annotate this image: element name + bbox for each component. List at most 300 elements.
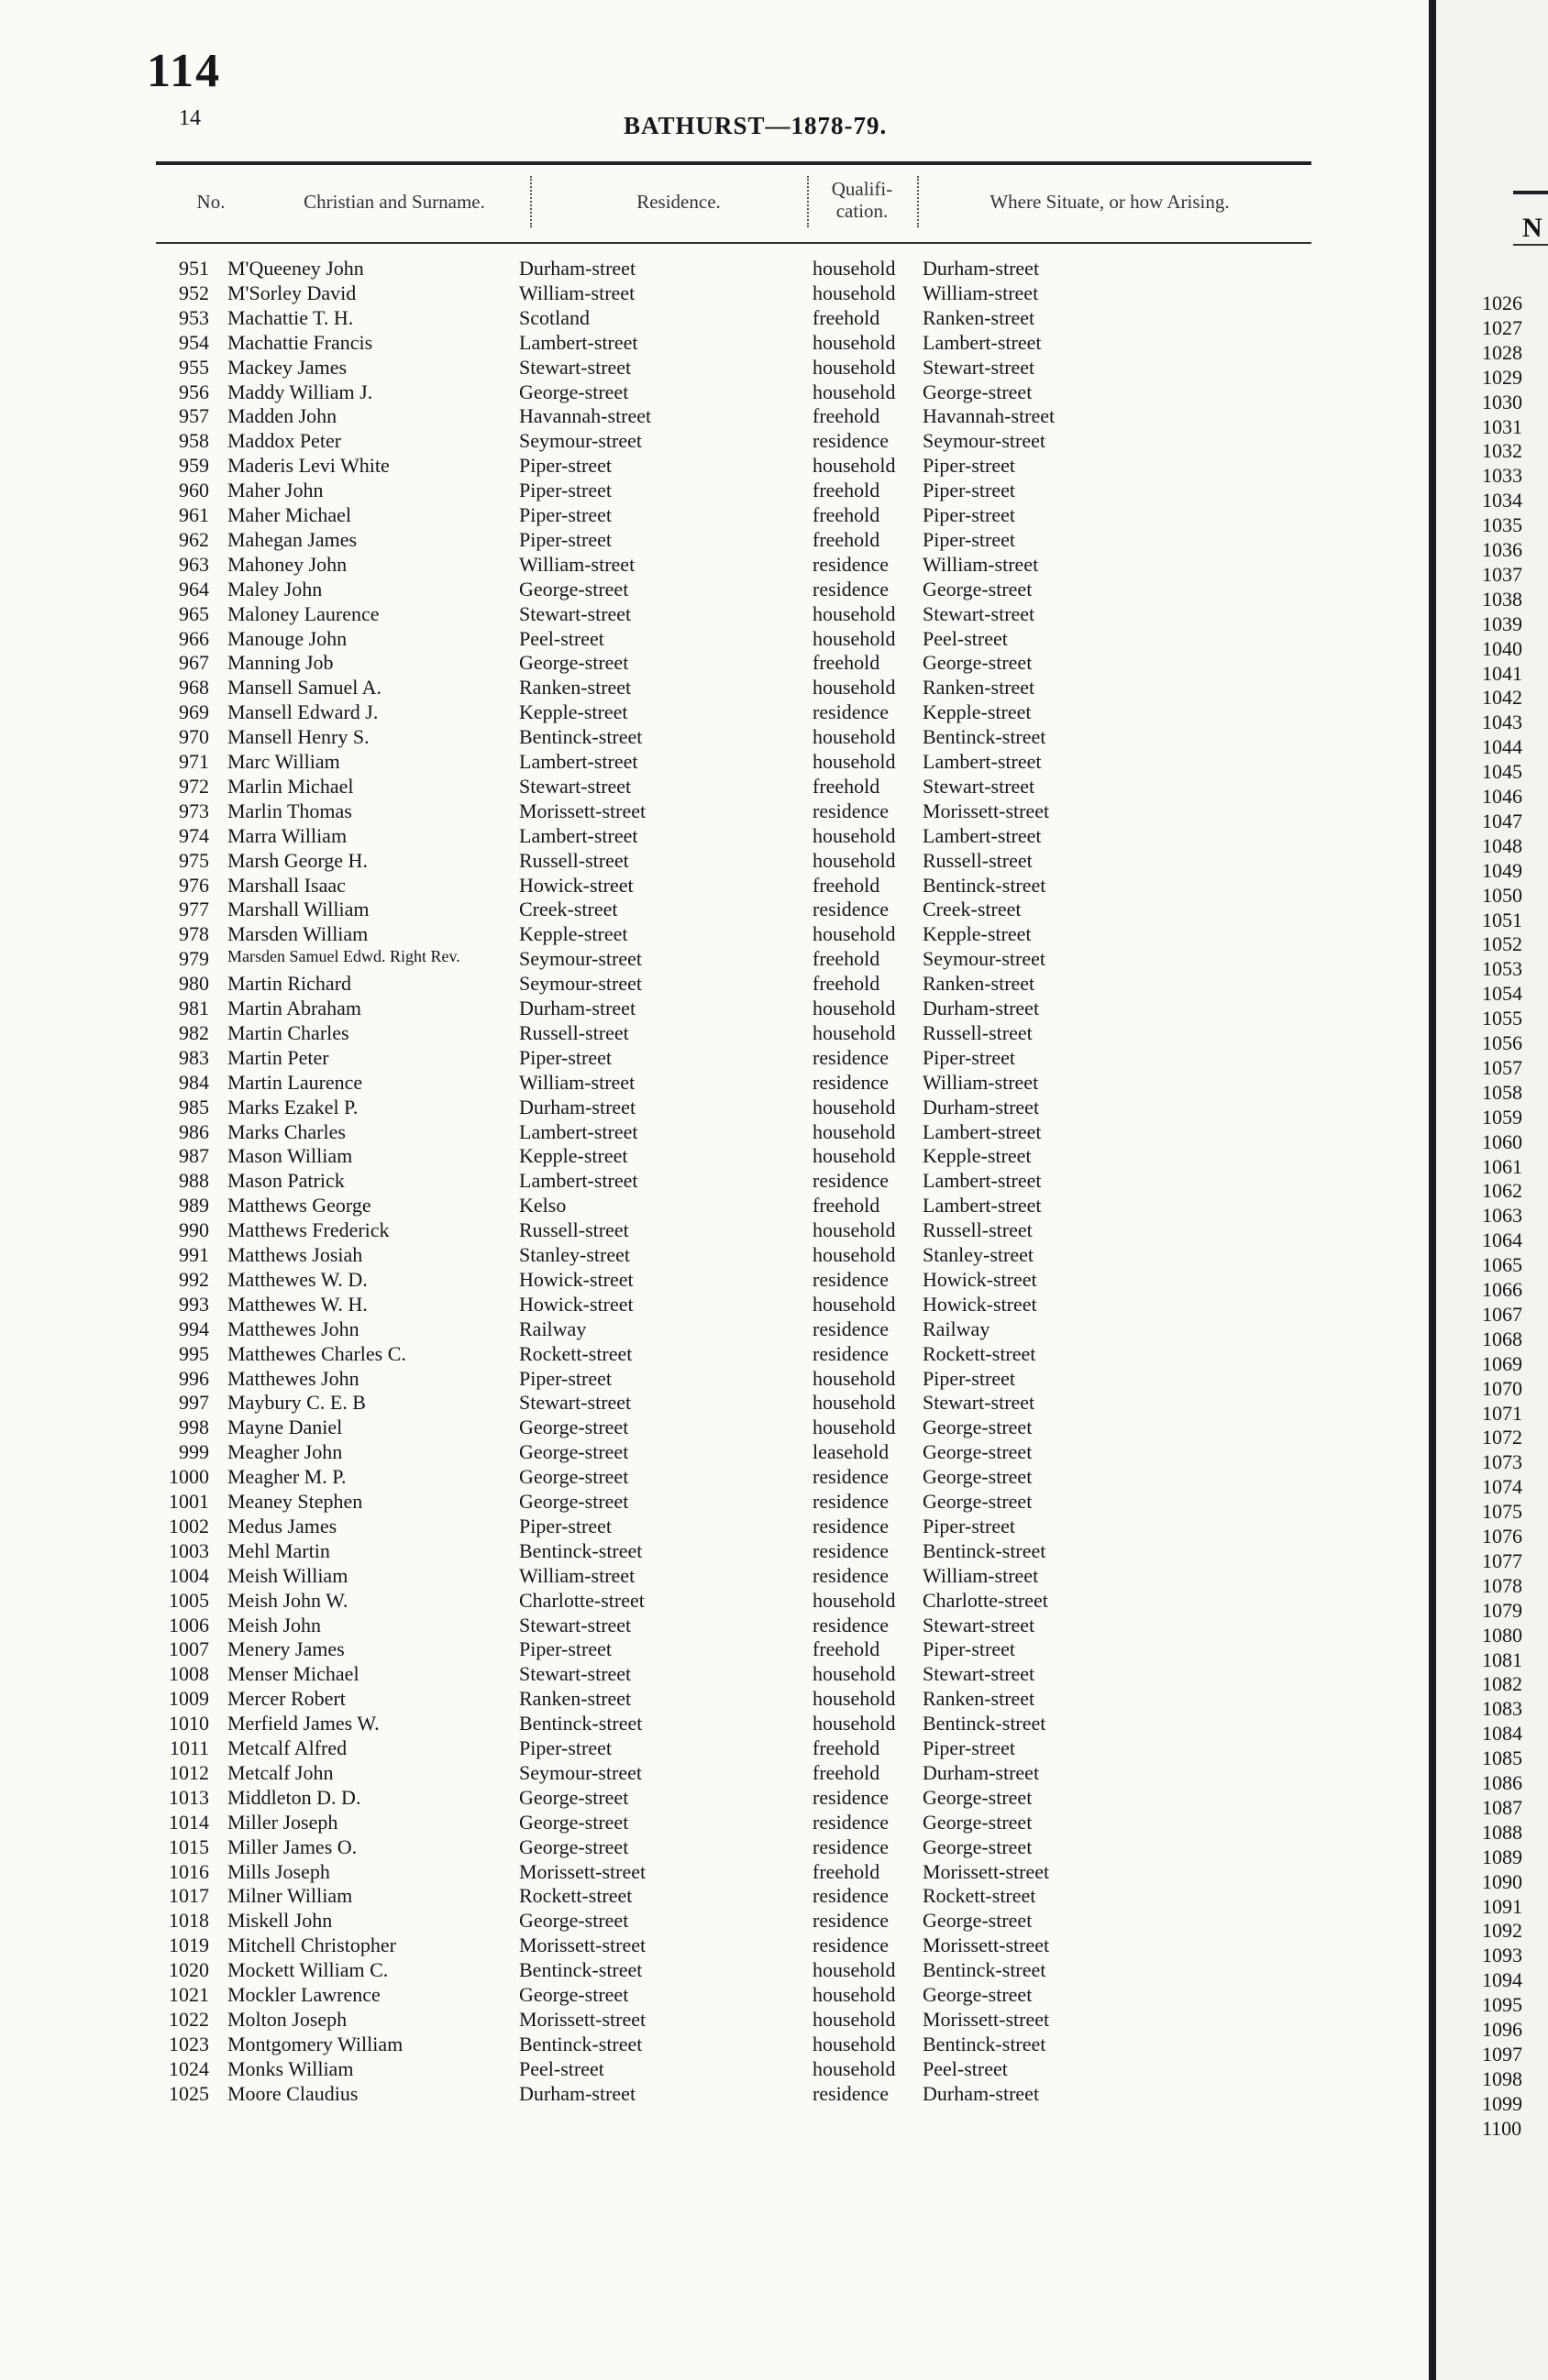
table-row	[0, 1342, 1429, 1367]
situation-cell: George-street	[923, 1465, 1033, 1489]
table-row	[0, 750, 1429, 775]
facing-header-rule-bottom	[1513, 244, 1548, 246]
situation-cell: George-street	[923, 1416, 1033, 1439]
facing-entry-number: 1040	[1482, 636, 1522, 660]
qualification-cell: household	[813, 1391, 896, 1415]
table-row	[0, 1440, 1429, 1465]
table-row	[0, 1637, 1429, 1662]
residence-cell: Seymour-street	[519, 947, 642, 971]
entry-number: 959	[179, 454, 209, 478]
elector-name: Martin Laurence	[227, 1070, 363, 1094]
elector-name: Matthews George	[227, 1194, 371, 1218]
table-row	[0, 1835, 1429, 1860]
residence-cell: Morissett-street	[519, 1934, 647, 1957]
qualification-cell: residence	[813, 552, 890, 576]
residence-cell: George-street	[519, 1416, 629, 1439]
situation-cell: Railway	[923, 1317, 990, 1340]
facing-entry-number: 1093	[1482, 1944, 1522, 1967]
situation-cell: Ranken-street	[923, 972, 1035, 996]
residence-cell: Piper-street	[519, 1366, 612, 1390]
table-row	[0, 1687, 1429, 1712]
facing-entry-number: 1036	[1482, 538, 1522, 561]
situation-cell: Rockett-street	[923, 1884, 1036, 1908]
facing-entry-number: 1059	[1482, 1105, 1522, 1129]
residence-cell: Bentinck-street	[519, 1958, 643, 1982]
facing-entry-number: 1092	[1482, 1919, 1522, 1943]
qualification-cell: freehold	[813, 1736, 880, 1759]
entry-number: 1010	[169, 1712, 209, 1735]
elector-name: Marks Charles	[227, 1119, 346, 1143]
situation-cell: Howick-street	[923, 1267, 1037, 1291]
elector-name: Manouge John	[227, 626, 348, 650]
residence-cell: Lambert-street	[519, 1119, 638, 1143]
table-row	[0, 578, 1429, 602]
residence-cell: Stewart-street	[519, 601, 632, 625]
qualification-cell: household	[813, 1416, 896, 1439]
situation-cell: Stewart-street	[923, 601, 1035, 625]
facing-entry-number: 1034	[1482, 489, 1522, 512]
entry-number: 966	[179, 626, 209, 650]
situation-cell: Lambert-street	[923, 1119, 1042, 1143]
elector-name: Matthewes Charles C.	[227, 1341, 406, 1365]
entry-number: 976	[179, 873, 209, 897]
facing-entry-number: 1056	[1482, 1031, 1522, 1054]
table-row	[0, 306, 1429, 331]
residence-cell: Morissett-street	[519, 1859, 647, 1883]
residence-cell: Rockett-street	[519, 1884, 633, 1908]
elector-name: Marsden William	[227, 922, 369, 946]
facing-entry-number: 1063	[1482, 1204, 1522, 1228]
table-row	[0, 775, 1429, 799]
qualification-cell: residence	[813, 1514, 890, 1537]
facing-entry-number: 1095	[1482, 1993, 1522, 2017]
elector-name: Metcalf John	[227, 1760, 334, 1784]
qualification-cell: residence	[813, 1785, 890, 1809]
qualification-cell: household	[813, 601, 896, 625]
table-row	[0, 1860, 1429, 1885]
residence-cell: Piper-street	[519, 1514, 612, 1537]
table-row	[0, 1564, 1429, 1589]
entry-number: 990	[179, 1218, 209, 1242]
elector-name: Meish William	[227, 1563, 348, 1587]
elector-name: Machattie Francis	[227, 330, 373, 354]
facing-entry-number: 1075	[1482, 1500, 1522, 1524]
elector-name: Martin Abraham	[227, 997, 362, 1019]
qualification-cell: freehold	[813, 1194, 880, 1218]
residence-cell: George-street	[519, 1983, 629, 2006]
elector-name: Manning Job	[227, 651, 334, 675]
facing-entry-number: 1032	[1482, 439, 1522, 463]
entry-number: 986	[179, 1119, 209, 1143]
entry-number: 1025	[169, 2081, 209, 2105]
facing-entry-number: 1043	[1482, 711, 1522, 734]
situation-cell: Seymour-street	[923, 429, 1045, 453]
situation-cell: Bentinck-street	[923, 1712, 1046, 1735]
facing-entry-number: 1072	[1482, 1426, 1522, 1449]
facing-entry-number: 1026	[1482, 292, 1522, 314]
elector-name: Miskell John	[227, 1909, 333, 1933]
situation-cell: Lambert-street	[923, 330, 1042, 354]
table-row	[0, 503, 1429, 528]
residence-cell: Stewart-street	[519, 1613, 632, 1636]
qualification-cell: freehold	[813, 873, 880, 897]
situation-cell: Bentinck-street	[923, 873, 1046, 897]
table-row	[0, 874, 1429, 898]
elector-name: Metcalf Alfred	[227, 1736, 348, 1759]
facing-entry-number: 1054	[1482, 982, 1522, 1006]
entry-number: 973	[179, 799, 209, 822]
elector-name: Mills Joseph	[227, 1859, 330, 1883]
situation-cell: Kepple-street	[923, 922, 1032, 946]
qualification-cell: residence	[813, 1465, 890, 1489]
residence-cell: Rockett-street	[519, 1341, 633, 1365]
residence-cell: Lambert-street	[519, 330, 638, 354]
facing-entry-number: 1037	[1482, 562, 1522, 586]
situation-cell: Peel-street	[923, 626, 1008, 650]
qualification-cell: household	[813, 2056, 896, 2080]
table-row	[0, 1317, 1429, 1342]
residence-cell: Piper-street	[519, 503, 612, 526]
residence-cell: Charlotte-street	[519, 1588, 645, 1612]
elector-name: Maybury C. E. B	[227, 1391, 366, 1415]
situation-cell: Russell-street	[923, 1020, 1033, 1044]
situation-cell: Howick-street	[923, 1292, 1037, 1316]
page-number: 14	[179, 106, 201, 130]
residence-cell: Lambert-street	[519, 750, 638, 773]
elector-name: Mockett William C.	[227, 1958, 389, 1982]
entry-number: 954	[179, 330, 209, 354]
table-row	[0, 1736, 1429, 1761]
table-row	[0, 1811, 1429, 1835]
table-row	[0, 331, 1429, 356]
residence-cell: William-street	[519, 1070, 636, 1094]
entry-number: 1003	[169, 1538, 209, 1562]
entry-number: 963	[179, 552, 209, 576]
qualification-cell: household	[813, 1020, 896, 1044]
entry-number: 997	[179, 1391, 209, 1415]
residence-cell: Russell-street	[519, 848, 629, 872]
elector-name: Meish John W.	[227, 1588, 348, 1612]
situation-cell: Ranken-street	[923, 305, 1035, 329]
qualification-cell: freehold	[813, 1760, 880, 1784]
qualification-cell: household	[813, 454, 896, 478]
table-row	[0, 1268, 1429, 1293]
residence-cell: George-street	[519, 1810, 629, 1834]
entry-number: 1012	[169, 1760, 209, 1784]
elector-name: Mahoney John	[227, 552, 348, 576]
residence-cell: Stewart-street	[519, 355, 632, 379]
elector-name: Maloney Laurence	[227, 601, 380, 625]
elector-name: Machattie T. H.	[227, 305, 354, 329]
entry-number: 961	[179, 503, 209, 526]
facing-entry-number: 1046	[1482, 785, 1522, 808]
qualification-cell: household	[813, 1119, 896, 1143]
situation-cell: Morissett-street	[923, 1934, 1050, 1957]
situation-cell: Stewart-street	[923, 1613, 1035, 1636]
elector-name: Molton Joseph	[227, 2007, 348, 2031]
entry-number: 985	[179, 1095, 209, 1118]
entry-number: 974	[179, 823, 209, 847]
table-row	[0, 1786, 1429, 1811]
qualification-cell: freehold	[813, 404, 880, 428]
table-row	[0, 257, 1429, 281]
elector-name: Maher Michael	[227, 503, 351, 526]
elector-name: Martin Charles	[227, 1020, 349, 1044]
entry-number: 988	[179, 1169, 209, 1193]
table-row	[0, 1243, 1429, 1268]
table-row	[0, 1589, 1429, 1614]
table-row	[0, 1515, 1429, 1539]
entry-number: 1007	[169, 1637, 209, 1661]
elector-name: M'Queeney John	[227, 257, 364, 280]
facing-entry-number: 1044	[1482, 735, 1522, 759]
residence-cell: Durham-street	[519, 997, 636, 1019]
entry-number: 981	[179, 997, 209, 1019]
elector-name: Mansell Henry S.	[227, 725, 370, 749]
facing-entry-number: 1080	[1482, 1623, 1522, 1647]
entry-number: 979	[179, 947, 209, 971]
elector-name: Mansell Edward J.	[227, 700, 379, 724]
qualification-cell: household	[813, 725, 896, 749]
entry-number: 1006	[169, 1613, 209, 1636]
situation-cell: Lambert-street	[923, 823, 1042, 847]
situation-cell: George-street	[923, 1810, 1033, 1834]
entry-number: 1008	[169, 1662, 209, 1686]
situation-cell: Kepple-street	[923, 1144, 1032, 1168]
qualification-cell: residence	[813, 799, 890, 822]
facing-entry-number: 1087	[1482, 1795, 1522, 1819]
situation-cell: Ranken-street	[923, 676, 1035, 700]
qualification-cell: residence	[813, 2081, 890, 2105]
residence-cell: Durham-street	[519, 2081, 636, 2105]
elector-name: Matthewes John	[227, 1317, 359, 1340]
entry-number: 995	[179, 1341, 209, 1365]
qualification-cell: household	[813, 848, 896, 872]
entry-number: 1011	[169, 1736, 209, 1759]
facing-entry-number: 1077	[1482, 1548, 1522, 1572]
situation-cell: Bentinck-street	[923, 725, 1046, 749]
entry-number: 1016	[169, 1859, 209, 1883]
header-rule-top	[156, 161, 1311, 165]
situation-cell: Durham-street	[923, 2081, 1040, 2105]
qualification-cell: freehold	[813, 1859, 880, 1883]
situation-cell: William-street	[923, 1070, 1039, 1094]
elector-name: Moore Claudius	[227, 2081, 359, 2105]
facing-entry-number: 1028	[1482, 340, 1522, 364]
entry-number: 989	[179, 1194, 209, 1218]
table-row	[0, 651, 1429, 676]
table-row	[0, 602, 1429, 627]
entry-number: 1004	[169, 1563, 209, 1587]
elector-name: Marsden Samuel Edwd. Right Rev.	[227, 947, 460, 966]
entry-number: 1015	[169, 1835, 209, 1858]
table-row	[0, 1071, 1429, 1096]
residence-cell: Scotland	[519, 305, 590, 329]
facing-entry-number: 1047	[1482, 809, 1522, 832]
table-row	[0, 553, 1429, 578]
residence-cell: George-street	[519, 1785, 629, 1809]
facing-entry-number: 1069	[1482, 1351, 1522, 1375]
residence-cell: Morissett-street	[519, 2007, 647, 2031]
elector-name: Mockler Lawrence	[227, 1983, 381, 2006]
facing-entry-number: 1088	[1482, 1820, 1522, 1844]
table-row	[0, 1416, 1429, 1440]
elector-name: Maderis Levi White	[227, 454, 390, 478]
elector-name: Meagher M. P.	[227, 1465, 347, 1489]
situation-cell: Bentinck-street	[923, 1958, 1046, 1982]
residence-cell: Seymour-street	[519, 972, 642, 996]
elector-name: Mitchell Christopher	[227, 1934, 396, 1957]
situation-cell: Morissett-street	[923, 1859, 1050, 1883]
entry-number: 987	[179, 1144, 209, 1168]
entry-number: 982	[179, 1020, 209, 1044]
qualification-cell: freehold	[813, 774, 880, 798]
entry-number: 1020	[169, 1958, 209, 1982]
qualification-cell: household	[813, 2007, 896, 2031]
table-row	[0, 404, 1429, 429]
residence-cell: George-street	[519, 1465, 629, 1489]
table-row	[0, 1934, 1429, 1958]
residence-cell: George-street	[519, 1909, 629, 1933]
entry-number: 960	[179, 479, 209, 502]
table-row	[0, 1884, 1429, 1909]
elector-name: Matthews Josiah	[227, 1243, 363, 1266]
situation-cell: Stanley-street	[923, 1243, 1034, 1266]
residence-cell: Piper-street	[519, 1045, 612, 1069]
qualification-cell: leasehold	[813, 1440, 890, 1464]
facing-entry-number: 1084	[1482, 1722, 1522, 1746]
qualification-cell: residence	[813, 1835, 890, 1858]
column-header-qualification-line2: cation.	[835, 200, 889, 222]
table-row	[0, 1391, 1429, 1416]
residence-cell: Piper-street	[519, 1736, 612, 1759]
table-row	[0, 947, 1429, 972]
elector-name: Maddox Peter	[227, 429, 342, 453]
folio-number: 114	[147, 45, 222, 97]
situation-cell: Bentinck-street	[923, 2032, 1046, 2055]
table-row	[0, 1465, 1429, 1490]
qualification-cell: residence	[813, 1538, 890, 1562]
residence-cell: Bentinck-street	[519, 2032, 643, 2055]
elector-name: Mehl Martin	[227, 1538, 330, 1562]
entry-number: 983	[179, 1045, 209, 1069]
residence-cell: Kepple-street	[519, 700, 628, 724]
situation-cell: Ranken-street	[923, 1687, 1035, 1711]
situation-cell: Piper-street	[923, 1736, 1015, 1759]
qualification-cell: residence	[813, 1884, 890, 1908]
table-row	[0, 380, 1429, 405]
residence-cell: Railway	[519, 1317, 587, 1340]
residence-cell: Seymour-street	[519, 429, 642, 453]
table-row	[0, 898, 1429, 922]
qualification-cell: residence	[813, 1267, 890, 1291]
elector-name: Miller Joseph	[227, 1810, 338, 1834]
situation-cell: George-street	[923, 1440, 1033, 1464]
entry-number: 970	[179, 725, 209, 749]
table-row	[0, 356, 1429, 380]
elector-name: Marshall William	[227, 898, 370, 921]
facing-entry-number: 1094	[1482, 1968, 1522, 1992]
qualification-cell: residence	[813, 1341, 890, 1365]
qualification-cell: household	[813, 1958, 896, 1982]
entry-number: 1019	[169, 1934, 209, 1957]
residence-cell: Howick-street	[519, 1267, 634, 1291]
residence-cell: Durham-street	[519, 1095, 636, 1118]
table-row	[0, 1120, 1429, 1145]
table-row	[0, 1194, 1429, 1218]
entry-number: 1013	[169, 1785, 209, 1809]
residence-cell: Piper-street	[519, 527, 612, 551]
entry-number: 1024	[169, 2056, 209, 2080]
qualification-cell: household	[813, 1662, 896, 1686]
facing-entry-number: 1066	[1482, 1278, 1522, 1301]
situation-cell: Durham-street	[923, 1760, 1040, 1784]
entry-number: 962	[179, 527, 209, 551]
facing-entry-number: 1070	[1482, 1376, 1522, 1400]
elector-name: Mackey James	[227, 355, 348, 379]
situation-cell: Piper-street	[923, 1045, 1015, 1069]
situation-cell: Morissett-street	[923, 799, 1050, 822]
elector-name: Meish John	[227, 1613, 322, 1636]
qualification-cell: residence	[813, 1934, 890, 1957]
facing-entry-number: 1064	[1482, 1229, 1522, 1252]
table-row	[0, 1614, 1429, 1638]
situation-cell: Durham-street	[923, 257, 1040, 280]
situation-cell: Peel-street	[923, 2056, 1008, 2080]
qualification-cell: household	[813, 380, 896, 403]
situation-cell: George-street	[923, 1909, 1033, 1933]
residence-cell: Lambert-street	[519, 823, 638, 847]
situation-cell: Lambert-street	[923, 1194, 1042, 1218]
facing-entry-number: 1073	[1482, 1450, 1522, 1474]
elector-name: Matthews Frederick	[227, 1218, 390, 1242]
entry-number: 955	[179, 355, 209, 379]
situation-cell: Stewart-street	[923, 1662, 1035, 1686]
facing-entry-number: 1051	[1482, 908, 1522, 931]
qualification-cell: household	[813, 355, 896, 379]
qualification-cell: freehold	[813, 527, 880, 551]
situation-cell: Russell-street	[923, 848, 1033, 872]
qualification-cell: household	[813, 1983, 896, 2006]
qualification-cell: residence	[813, 1613, 890, 1636]
situation-cell: Durham-street	[923, 1095, 1040, 1118]
entry-number: 996	[179, 1366, 209, 1390]
table-row	[0, 479, 1429, 503]
elector-name: Milner William	[227, 1884, 353, 1908]
elector-name: Medus James	[227, 1514, 337, 1537]
residence-cell: Stewart-street	[519, 774, 632, 798]
entry-number: 964	[179, 577, 209, 601]
residence-cell: Piper-street	[519, 1637, 612, 1661]
residence-cell: George-street	[519, 1835, 629, 1858]
entry-number: 991	[179, 1243, 209, 1266]
situation-cell: Morissett-street	[923, 2007, 1050, 2031]
entry-number: 992	[179, 1267, 209, 1291]
table-row	[0, 1293, 1429, 1317]
entry-number: 999	[179, 1440, 209, 1464]
qualification-cell: residence	[813, 1070, 890, 1094]
facing-entry-number: 1083	[1482, 1697, 1522, 1721]
table-row	[0, 1712, 1429, 1736]
elector-name: Marsh George H.	[227, 848, 368, 872]
residence-cell: Stanley-street	[519, 1243, 630, 1266]
qualification-cell: residence	[813, 1909, 890, 1933]
elector-name: M'Sorley David	[227, 281, 357, 304]
elector-name: Miller James O.	[227, 1835, 358, 1858]
table-row	[0, 700, 1429, 725]
residence-cell: George-street	[519, 380, 629, 403]
entry-number: 965	[179, 601, 209, 625]
